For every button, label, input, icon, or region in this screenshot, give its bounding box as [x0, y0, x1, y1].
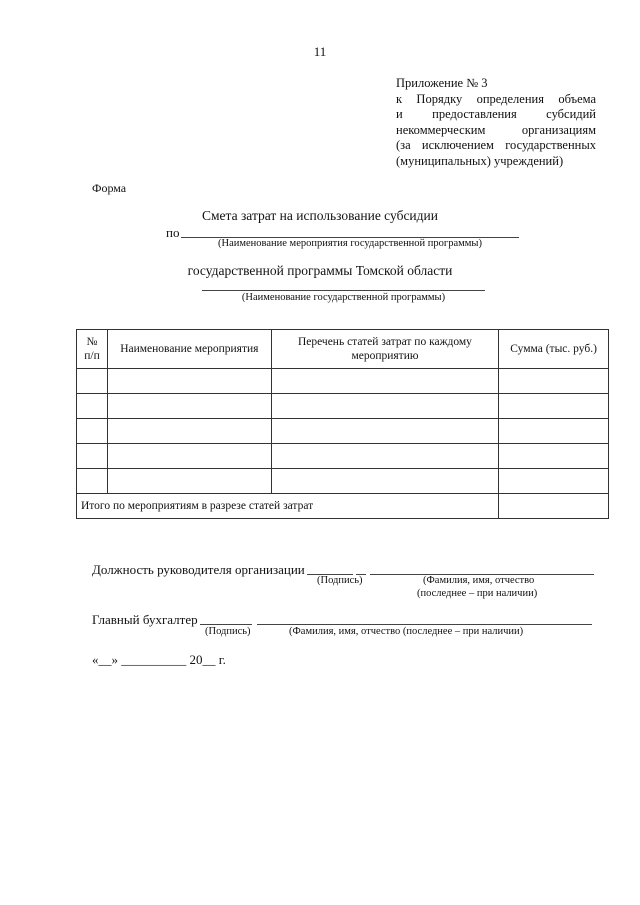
appendix-line: и предоставления субсидий: [396, 107, 596, 121]
appendix-title: Приложение № 3: [396, 76, 488, 90]
event-name-caption: (Наименование мероприятия государственной программы): [218, 238, 482, 249]
head-position-label: Должность руководителя организации: [92, 562, 305, 577]
accountant-sign-caption: (Подпись): [205, 626, 251, 637]
table-cell[interactable]: [77, 369, 108, 394]
appendix-last-line: (муниципальных) учреждений): [396, 153, 564, 168]
program-title: государственной программы Томской области: [187, 263, 453, 278]
total-sum-cell[interactable]: [499, 494, 609, 519]
po-label: по: [166, 225, 180, 240]
date-line: «__» __________ 20__ г.: [92, 652, 226, 667]
form-label: Форма: [92, 181, 127, 195]
accountant-label: Главный бухгалтер: [92, 612, 198, 627]
cost-table: [76, 329, 609, 519]
head-name-caption: (Фамилия, имя, отчество: [423, 575, 535, 586]
table-row: [77, 469, 609, 494]
table-total-row: [77, 494, 609, 519]
appendix-line: (за исключением государственных: [396, 138, 596, 152]
table-cell[interactable]: [107, 469, 271, 494]
appendix-block: [396, 76, 596, 169]
page-number: 11: [313, 44, 327, 59]
table-cell[interactable]: [77, 444, 108, 469]
table-row: [77, 419, 609, 444]
accountant-name-line: [257, 624, 592, 625]
appendix-line: к Порядку определения объема: [396, 91, 596, 106]
table-row: [77, 369, 609, 394]
total-label: Итого по мероприятиям в разрезе статей затрат: [77, 494, 499, 519]
head-name-caption-2: (последнее – при наличии): [417, 588, 538, 599]
table-cell[interactable]: [271, 394, 499, 419]
table-cell[interactable]: [77, 469, 108, 494]
header-cost-items: Перечень статей затрат по каждому мероприятию: [271, 330, 499, 369]
table-cell[interactable]: [107, 419, 271, 444]
table-cell[interactable]: [107, 394, 271, 419]
accountant-name-caption: (Фамилия, имя, отчество (последнее – при наличии): [289, 626, 524, 637]
table-row: [77, 394, 609, 419]
table-cell[interactable]: [107, 444, 271, 469]
table-cell[interactable]: [271, 419, 499, 444]
table-cell[interactable]: [499, 394, 609, 419]
table-cell[interactable]: [499, 369, 609, 394]
table-cell[interactable]: [499, 444, 609, 469]
table-cell[interactable]: [77, 394, 108, 419]
program-name-line: [202, 290, 485, 291]
table-cell[interactable]: [499, 419, 609, 444]
table-cell[interactable]: [77, 419, 108, 444]
table-cell[interactable]: [271, 444, 499, 469]
table-row: [77, 444, 609, 469]
program-name-caption: (Наименование государственной программы): [241, 292, 446, 303]
header-number: № п/п: [77, 330, 108, 369]
accountant-signature-line: [200, 624, 252, 625]
table-cell[interactable]: [499, 469, 609, 494]
table-cell[interactable]: [271, 469, 499, 494]
header-event-name: Наименование мероприятия: [107, 330, 271, 369]
head-sign-caption: (Подпись): [317, 575, 363, 586]
table-cell[interactable]: [271, 369, 499, 394]
table-header-row: [77, 330, 609, 369]
document-title: Смета затрат на использование субсидии: [202, 208, 438, 223]
table-cell[interactable]: [107, 369, 271, 394]
header-sum: Сумма (тыс. руб.): [499, 330, 609, 369]
appendix-line: некоммерческим организациям: [396, 122, 596, 137]
